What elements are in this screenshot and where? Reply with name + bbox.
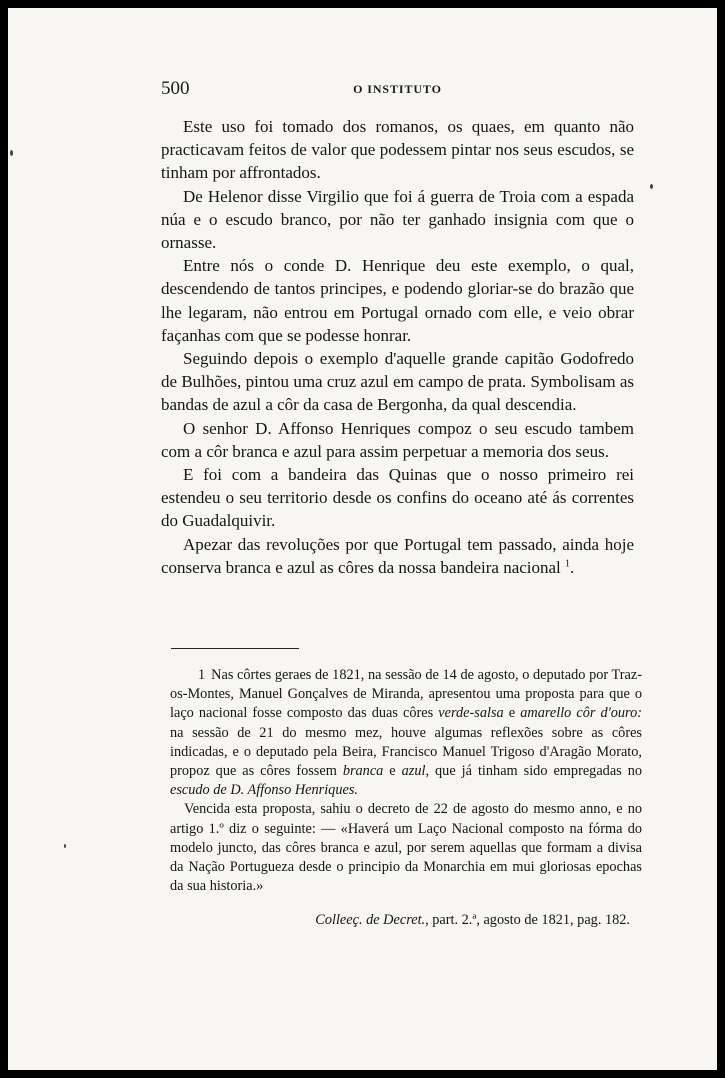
footnote-separator xyxy=(171,648,299,649)
citation xyxy=(170,912,630,929)
footnote-text: , que já tinham sido empregadas no xyxy=(425,763,642,780)
book-page xyxy=(8,8,717,1070)
page-header xyxy=(161,78,634,100)
footnote-reference: 1 xyxy=(565,558,571,570)
main-text xyxy=(161,115,634,579)
footnote-text: e xyxy=(383,763,402,780)
page-number: 500 xyxy=(161,78,190,99)
footnote-text: Nas côrtes geraes de 1821, na sessão de 14 de agosto, o deputado por Traz-os-Montes, Manuel Gonçalves de Miranda, apresentou uma proposta para que o laço nacional fosse composto das duas côres xyxy=(170,667,642,722)
ink-speck xyxy=(650,184,653,189)
ink-speck xyxy=(10,150,13,156)
footnote xyxy=(170,666,642,896)
footnote-paragraph: Vencida esta proposta, sahiu o decreto de 22 de agosto do mesmo anno, e no artigo 1.º diz o seguinte: — «Haverá um Laço Nacional composto na fórma do modelo juncto, das côres branca e azul, por serem aquellas que formam a divisa da Nação Portugueza desde o principio da Monarchia em mui gloriosas epochas da sua historia.» xyxy=(170,801,642,895)
paragraph-text: Apezar das revoluções por que Portugal tem passado, ainda hoje conserva branca e azul as côres da nossa bandeira nacional xyxy=(161,534,634,577)
footnote-italic: azul xyxy=(401,763,426,780)
footnote-italic: branca xyxy=(342,763,384,780)
paragraph-last: Apezar das revoluções por que Portugal tem passado, ainda hoje conserva branca e azul as côres da nossa bandeira nacional $^1$. xyxy=(161,534,634,577)
footnote-text: e xyxy=(503,705,521,722)
footnote-italic: verde-salsa xyxy=(438,705,504,722)
citation-detail: , part. 2.ª, agosto de 1821, pag. 182. xyxy=(425,912,630,928)
ink-speck xyxy=(64,844,66,848)
footnote-italic: escudo de D. Affonso Henriques. xyxy=(170,782,358,799)
paragraph: E foi com a bandeira das Quinas que o nosso primeiro rei estendeu o seu territorio desde os confins do oceano até ás correntes do Guadalquivir. xyxy=(161,465,634,531)
footnote-text: na sessão de 21 do mesmo mez, houve algumas reflexões sobre as côres indicadas, e o deputado pela Beira, Francisco Manuel Trigoso d'Aragão Morato, propoz que as côres fossem xyxy=(170,724,642,780)
footnote-paragraph xyxy=(170,666,642,800)
running-title: O INSTITUTO xyxy=(353,82,442,96)
footnote-italic: amarello côr d'ouro: xyxy=(520,705,642,722)
paragraph: Entre nós o conde D. Henrique deu este exemplo, o qual, descendendo de tantos principes, e podendo gloriar-se do brazão que lhe legaram, não entrou em Portugal ornado com elle, e veio obrar façanhas com que se podesse honrar. xyxy=(161,256,634,345)
paragraph: O senhor D. Affonso Henriques compoz o seu escudo tambem com a côr branca e azul para assim perpetuar a memoria dos seus. xyxy=(161,418,634,461)
paragraph: De Helenor disse Virgilio que foi á guerra de Troia com a espada núa e o escudo branco, por não ter ganhado insignia com que o ornasse. xyxy=(161,186,634,253)
paragraph: Seguindo depois o exemplo d'aquelle grande capitão Godofredo de Bulhões, pintou uma cruz azul em campo de prata. Symbolisam as bandas de azul a côr da casa de Bergonha, da qual descendia. xyxy=(161,349,634,415)
paragraph: Este uso foi tomado dos romanos, os quaes, em quanto não practicavam feitos de valor que podessem pintar nos seus escudos, se tinham por affrontados. xyxy=(161,117,634,183)
citation-title: Colleeç. de Decret. xyxy=(315,912,426,928)
footnote-number: 1 xyxy=(198,667,206,683)
